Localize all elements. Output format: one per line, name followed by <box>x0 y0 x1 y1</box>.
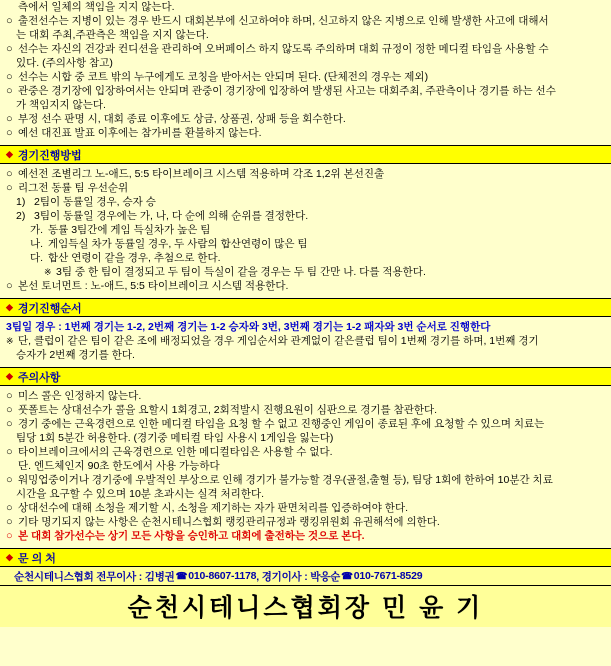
rule-text: 측에서 일체의 책임을 지지 않는다. <box>18 1 175 13</box>
section-body-precautions <box>0 389 611 543</box>
rule-text: 동률 3팀간에 게임 득실차가 높은 팀 <box>48 224 211 236</box>
rule-line <box>0 403 611 417</box>
section-header-match-order <box>0 298 611 317</box>
rule-text: 있다. (주의사항 참고) <box>16 57 113 69</box>
rule-line <box>0 487 611 501</box>
rule-line <box>0 251 611 265</box>
section-header-precautions <box>0 367 611 386</box>
bullet: ○ <box>6 530 13 542</box>
rule-line <box>0 334 611 348</box>
rule-text: 게임득실 차가 동률일 경우, 두 사람의 합산연령이 많은 팀 <box>48 238 308 250</box>
section-title: 경기진행순서 <box>17 302 82 315</box>
rule-line <box>0 515 611 529</box>
note-mark: ※ <box>6 336 14 346</box>
rule-text: 본선 토너먼트 : 노-애드, 5:5 타이브레이크 시스템 적용한다. <box>18 280 289 292</box>
bullet: ○ <box>6 182 13 194</box>
rule-text: 기타 명기되지 않는 사항은 순천시테니스협회 랭킹관리규정과 랭킹위원회 유권해석에 의한다. <box>18 516 440 528</box>
rule-line <box>0 56 611 70</box>
diamond-icon: ◆ <box>6 371 13 381</box>
rule-line <box>0 0 611 14</box>
rule-line <box>0 348 611 362</box>
list-number: 2) <box>16 210 26 222</box>
rule-text: 관중은 경기장에 입장하여서는 안되며 관중이 경기장에 입장하여 발생된 사고는 대회주최, 주관측이나 경기를 하는 선수 <box>18 85 556 97</box>
rule-line <box>0 28 611 42</box>
rule-text: 는 대회 주최,주관측은 책임을 지지 않는다. <box>16 29 209 41</box>
rule-line <box>0 431 611 445</box>
rule-line <box>0 501 611 515</box>
bullet: ○ <box>6 127 13 139</box>
rule-text: 3팀일 경우 : 1번째 경기는 1-2, 2번째 경기는 1-2 승자와 3번, 3번째 경기는 1-2 패자와 3번 순서로 진행한다 <box>6 321 491 333</box>
rule-text: 미스 콜은 인정하지 않는다. <box>18 390 142 402</box>
rule-line <box>0 195 611 209</box>
rule-text: 워밍업중이거나 경기중에 우발적인 부상으로 인해 경기가 불가능할 경우(골절,출혈 등), 팀당 1회에 한하여 10분간 치료 <box>18 474 553 486</box>
rule-line <box>0 42 611 56</box>
bullet: ○ <box>6 15 13 27</box>
note-mark: ※ <box>44 267 52 277</box>
rule-text: 단. 엔드체인지 90초 한도에서 사용 가능하다 <box>18 460 220 472</box>
rule-text: 출전선수는 지병이 있는 경우 반드시 대회본부에 신고하여야 하며, 신고하지 않은 지병으로 인해 발생한 사고에 대해서 <box>18 15 549 27</box>
rule-line <box>0 98 611 112</box>
section-body-match-order <box>0 320 611 362</box>
rule-line-highlight <box>0 529 611 543</box>
rule-text: 선수는 자신의 건강과 컨디션을 관리하여 오버페이스 하지 않도록 주의하며 대회 규정이 정한 메디컬 타임을 사용할 수 <box>18 43 549 55</box>
bullet: ○ <box>6 390 13 402</box>
rule-line <box>0 320 611 334</box>
rule-text: 경기 중에는 근육경련으로 인한 메디컬 타임을 요청 할 수 없고 진행중인 게임이 종료된 후에 요청할 수 있으며 치료는 <box>18 418 545 430</box>
footer-signature: 순천시테니스협회장 민 윤 기 <box>0 586 611 627</box>
rule-text: 단, 클럽이 같은 팀이 같은 조에 배정되었을 경우 게임순서와 관계없이 같은클럽 팀이 1번째 경기를 하며, 1번째 경기 <box>18 335 539 347</box>
section-body-match-method <box>0 167 611 293</box>
rule-line <box>0 84 611 98</box>
rule-text: 부정 선수 판명 시, 대회 종료 이후에도 상금, 상품권, 상패 등을 회수한다. <box>18 113 346 125</box>
rule-text: 2팀이 동률일 경우, 승자 승 <box>34 196 156 208</box>
rule-line <box>0 459 611 473</box>
rule-line <box>0 14 611 28</box>
rule-line <box>0 265 611 279</box>
bullet: ○ <box>6 280 13 292</box>
section-title: 주의사항 <box>17 371 61 384</box>
section-header-contact <box>0 548 611 567</box>
section-header-match-method <box>0 145 611 164</box>
rule-text: 예선 대진표 발표 이후에는 참가비를 환불하지 않는다. <box>18 127 262 139</box>
bullet: ○ <box>6 43 13 55</box>
rule-line <box>0 126 611 140</box>
phone-icon: ☎ <box>341 570 353 582</box>
bullet: ○ <box>6 85 13 97</box>
diamond-icon: ◆ <box>6 149 13 159</box>
bullet: ○ <box>6 474 13 486</box>
rule-line <box>0 70 611 84</box>
contact-director: , 경기이사 : 박응순 <box>256 570 341 583</box>
bullet: ○ <box>6 418 13 430</box>
bullet: ○ <box>6 71 13 83</box>
rule-text: 3팀이 동률일 경우에는 가, 나, 다 순에 의해 순위를 결정한다. <box>34 210 309 222</box>
rule-line <box>0 417 611 431</box>
rule-line <box>0 279 611 293</box>
contact-director-phone: 010-7671-8529 <box>353 570 423 582</box>
rule-line <box>0 112 611 126</box>
rule-text: 풋폴트는 상대선수가 콜을 요할시 1회경고, 2회적발시 진행요원이 심판으로 경기를 참관한다. <box>18 404 438 416</box>
rule-line <box>0 389 611 403</box>
rule-text: 리그전 동률 팀 우선순위 <box>18 182 129 194</box>
list-letter: 가. <box>30 224 44 236</box>
rule-text: 예선전 조별리그 노-애드, 5:5 타이브레이크 시스템 적용하며 각조 1,2위 본선진출 <box>18 168 385 180</box>
rule-line <box>0 167 611 181</box>
rule-text: 승자가 2번째 경기를 한다. <box>16 349 135 361</box>
bullet: ○ <box>6 168 13 180</box>
rule-line <box>0 209 611 223</box>
rule-line <box>0 237 611 251</box>
rule-text: 상대선수에 대해 소청을 제기할 시, 소청을 제기하는 자가 판면처리를 입증하여야 한다. <box>18 502 409 514</box>
list-number: 1) <box>16 196 26 208</box>
rule-text: 본 대회 참가선수는 상기 모든 사항을 승인하고 대회에 출전하는 것으로 본다. <box>18 530 365 542</box>
bullet: ○ <box>6 502 13 514</box>
rule-text: 가 책임지지 않는다. <box>16 99 106 111</box>
list-letter: 다. <box>30 252 44 264</box>
contact-secretary-phone: 010-8607-1178 <box>188 570 257 582</box>
bullet: ○ <box>6 516 13 528</box>
list-letter: 나. <box>30 238 44 250</box>
contact-details <box>0 567 611 586</box>
rule-line <box>0 223 611 237</box>
bullet: ○ <box>6 404 13 416</box>
rule-line <box>0 473 611 487</box>
rule-text: 선수는 시합 중 코트 밖의 누구에게도 코칭을 받아서는 안되며 된다. (단체전의 경우는 제외) <box>18 71 429 83</box>
rule-text: 타이브레이크에서의 근육경련으로 인한 메디컬타임은 사용할 수 없다. <box>18 446 333 458</box>
bullet: ○ <box>6 113 13 125</box>
rule-text: 합산 연령이 같을 경우, 추첨으로 한다. <box>48 252 221 264</box>
top-rules-block <box>0 0 611 140</box>
contact-secretary: 순천시테니스협회 전무이사 : 김병권 <box>14 570 175 583</box>
diamond-icon: ◆ <box>6 302 13 312</box>
phone-icon: ☎ <box>175 570 188 582</box>
rule-line <box>0 181 611 195</box>
rule-line <box>0 445 611 459</box>
rule-text: 시간을 요구할 수 있으며 10분 초과시는 실격 처리한다. <box>16 488 265 500</box>
bullet: ○ <box>6 446 13 458</box>
section-title: 경기진행방법 <box>17 149 82 162</box>
rule-text: 3팀 중 한 팀이 결정되고 두 팀이 득실이 같을 경우는 두 팀 간만 나. 다를 적용한다. <box>56 266 426 278</box>
diamond-icon: ◆ <box>6 552 13 562</box>
rule-text: 팀당 1회 5분간 허용한다. (경기중 메티컬 타임 사용시 1게임을 잃는다) <box>16 432 334 444</box>
contact-title: 문 의 처 <box>17 552 56 565</box>
